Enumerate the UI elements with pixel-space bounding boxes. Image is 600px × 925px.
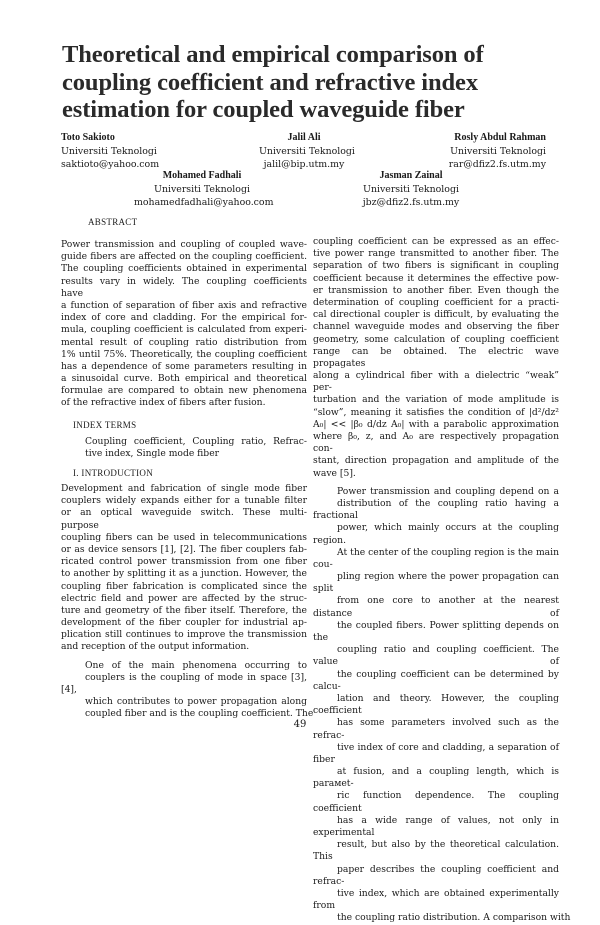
- text-line: coupling fibers can be used in telecommunications: [61, 531, 307, 543]
- title-line: estimation for coupled waveguide fiber: [62, 96, 465, 123]
- text-line: paper describes the coupling coefficient and refrac-: [313, 863, 559, 887]
- text-line: cal directional coupler is difficult, by evaluating the: [313, 309, 559, 321]
- text-line: Power transmission and coupling depend on a: [337, 485, 559, 497]
- introduction-heading: I. INTRODUCTION: [73, 468, 153, 478]
- text-line: tive power range transmitted to another fiber. The: [313, 248, 559, 260]
- text-line: a sinusoidal curve. Both empirical and theoretical: [61, 373, 307, 385]
- text-line: formulae are compared to obtain new phenomena: [61, 385, 307, 397]
- text-line: has a dependence of some parameters resulting in: [61, 360, 307, 372]
- index-terms-heading: INDEX TERMS: [73, 419, 137, 430]
- text-line: coupling fiber fabrication is complicated since the: [61, 580, 307, 592]
- text-line: ture and geometry of the fiber itself. Therefore, the: [61, 604, 307, 616]
- text-line: the coupled fibers. Power splitting depends on the: [313, 619, 559, 643]
- author-block: [61, 131, 159, 172]
- author-email[interactable]: mohamedfadhali@yahoo.com: [134, 197, 274, 208]
- text-line: or an optical waveguide switch. These multi-purpose: [61, 507, 307, 531]
- text-line: coefficient because it determines the effective pow-: [313, 272, 559, 284]
- text-line: the coupling coefficient can be determined by calcu-: [313, 668, 559, 692]
- author-affiliation: Universiti Teknologi: [259, 145, 355, 157]
- author-name: Jalil Ali: [287, 132, 321, 143]
- text-line: tive index, Single mode fiber: [85, 447, 220, 459]
- text-line: couplers is the coupling of mode in space [3], [4],: [61, 671, 307, 695]
- text-line: mula, coupling coefficient is calculated from experi-: [61, 324, 307, 336]
- author-name: Mohamed Fadhali: [162, 170, 242, 181]
- author-email[interactable]: jbz@dfiz2.fs.utm.my: [362, 197, 460, 208]
- text-line: Power transmission and coupling of coupled wave-: [61, 239, 307, 250]
- text-line: 1% until 75%. Theoretically, the coupling coefficient: [61, 348, 307, 360]
- text-line: electric field and power are affected by the struc-: [61, 592, 307, 604]
- text-line: index of core and cladding. For the empirical for-: [61, 312, 307, 324]
- text-line: where β₀, z, and A₀ are respectively propagation con-: [313, 431, 559, 455]
- text-line: lation and theory. However, the coupling coefficient: [313, 692, 559, 717]
- text-line: ricated control power transmission from one fiber: [61, 556, 307, 568]
- author-name: Toto Sakioto: [61, 132, 115, 143]
- author-block: [259, 131, 355, 172]
- text-line: geometry, some calculation of coupling coefficient: [313, 333, 559, 345]
- text-line: along a cylindrical fiber with a dielectric “weak” per-: [313, 370, 559, 394]
- text-line: guide fibers are affected on the coupling coefficient.: [61, 251, 307, 263]
- author-block: [356, 169, 466, 210]
- abstract-text: [61, 239, 307, 410]
- abstract-heading: ABSTRACT: [88, 217, 138, 227]
- author-block: [440, 131, 546, 172]
- text-line: plication still continues to improve the transmission: [61, 629, 307, 641]
- text-line: Development and fabrication of single mode fiber: [61, 483, 307, 494]
- text-line: Coupling coefficient, Coupling ratio, Refrac-: [85, 435, 307, 447]
- text-line: At the center of the coupling region is the main cou-: [313, 546, 559, 570]
- text-line: pling region where the power propagation can split: [313, 571, 559, 595]
- text-line: coupling ratio and coupling coefficient. The value of: [313, 644, 559, 668]
- text-line: has some parameters involved such as the refrac-: [313, 717, 559, 741]
- text-line: development of the fiber coupler for industrial ap-: [61, 617, 307, 629]
- text-line: results vary in widely. The coupling coefficients have: [61, 275, 307, 299]
- title-line: coupling coefficient and refractive index: [62, 68, 478, 96]
- intro-paragraph-1: [61, 483, 307, 654]
- text-line: mental result of coupling ratio distribution from: [61, 336, 307, 348]
- text-line: coupling coefficient can be expressed as an effec-: [313, 236, 559, 247]
- paper-title: [62, 41, 562, 124]
- text-line: coupled fiber and is the coupling coefficient. The: [85, 708, 314, 720]
- text-line: result, but also by the theoretical calculation. This: [313, 839, 559, 863]
- author-name: Jasman Zainal: [379, 170, 443, 181]
- text-line: ric function dependence. The coupling coefficient: [313, 790, 559, 814]
- text-line: at fusion, and a coupling length, which is parамet-: [313, 766, 559, 790]
- text-line: distribution of the coupling ratio having a fractional: [313, 497, 559, 522]
- text-line: determination of coupling coefficient for a practi-: [313, 296, 559, 308]
- text-line: er transmission to another fiber. Even though the: [313, 284, 559, 296]
- text-line: and reception of the output information.: [61, 641, 250, 653]
- author-affiliation: Universiti Teknologi: [363, 183, 459, 195]
- text-line: channel waveguide modes and observing the fiber: [313, 321, 559, 333]
- text-line: The coupling coefficients obtained in experimental: [61, 263, 307, 275]
- text-line: tive index of core and cladding, a separation of fiber: [313, 741, 559, 765]
- text-line: stant, direction propagation and amplitude of the: [313, 455, 559, 467]
- text-line: a function of separation of fiber axis and refractive: [61, 299, 307, 311]
- text-line: “slow”, meaning it satisfies the condition of |d²/dz²: [313, 406, 559, 418]
- text-line: the coupling ratio distribution. A comparison with: [337, 912, 571, 924]
- body-paragraph-2: [313, 485, 571, 925]
- right-column: [313, 236, 571, 925]
- text-line: of the refractive index of fibers after fusion.: [61, 397, 266, 409]
- author-affiliation: Universiti Teknologi: [61, 145, 157, 157]
- author-email[interactable]: saktioto@yahoo.com: [61, 159, 160, 170]
- body-paragraph-1: [313, 236, 559, 480]
- author-name: Rosly Abdul Rahman: [454, 132, 546, 143]
- text-line: turbation and the variation of mode amplitude is: [313, 394, 559, 406]
- text-line: or as device sensors [1], [2]. The fiber couplers fab-: [61, 543, 307, 555]
- index-terms-text: [61, 436, 307, 460]
- text-line: tive index, which are obtained experimentally from: [313, 887, 559, 912]
- author-block: [134, 169, 274, 210]
- text-line: One of the main phenomena occurring to: [85, 659, 307, 671]
- text-line: which contributes to power propagation along: [85, 696, 307, 708]
- text-line: from one core to another at the nearest distance of: [313, 595, 559, 619]
- text-line: couplers widely expands either for a tunable filter: [61, 495, 307, 507]
- text-line: wave [5].: [313, 467, 356, 479]
- author-affiliation: Universiti Teknologi: [450, 145, 546, 157]
- left-column: [61, 216, 314, 721]
- text-line: separation of two fibers is significant in coupling: [313, 260, 559, 272]
- page-number: 49: [293, 719, 307, 730]
- author-affiliation: Universiti Teknologi: [154, 183, 250, 195]
- intro-paragraph-2: [61, 659, 314, 721]
- title-line: Theoretical and empirical comparison of: [62, 41, 484, 68]
- author-email[interactable]: jalil@bip.utm.my: [263, 159, 345, 170]
- author-email[interactable]: rar@dfiz2.fs.utm.my: [448, 159, 546, 170]
- text-line: range can be obtained. The electric wave propagates: [313, 345, 559, 369]
- text-line: to another by splitting it as a junction. However, the: [61, 568, 307, 580]
- text-line: A₀| << |β₀ d/dz A₀| with a parabolic approximation: [313, 418, 559, 430]
- text-line: has a wide range of values, not only in experimental: [313, 814, 559, 838]
- text-line: power, which mainly occurs at the coupling region.: [313, 522, 559, 546]
